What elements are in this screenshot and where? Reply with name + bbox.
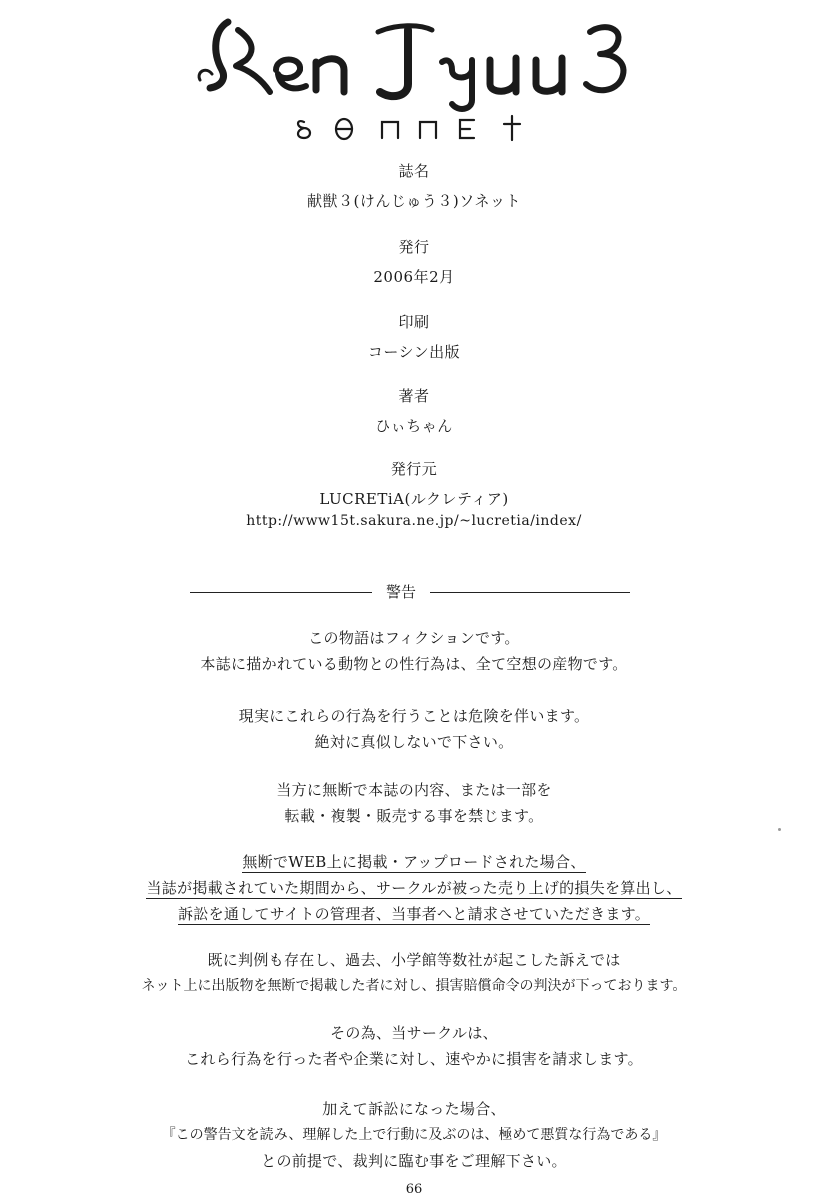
- warning-paragraph-precedent: [0, 947, 828, 999]
- colophon-publisher: [0, 458, 828, 532]
- warning-line: 本誌に描かれている動物との性行為は、全て空想の産物です。: [200, 655, 628, 673]
- scan-speck: [778, 828, 781, 831]
- colophon-issued-heading: 発行: [398, 238, 430, 256]
- warning-line: 当誌が掲載されていた期間から、サークルが被った売り上げ的損失を算出し、: [146, 879, 682, 897]
- warning-line: 『この警告文を読み、理解した上で行動に及ぶのは、極めて悪質な行為である』: [161, 1127, 667, 1143]
- warning-paragraph-claim: [0, 1020, 828, 1072]
- warning-line: 無断でWEB上に掲載・アップロードされた場合、: [242, 853, 586, 871]
- divider-rule-right: [430, 592, 630, 593]
- title-logo-graphic: [0, 0, 828, 150]
- warning-divider: [190, 581, 630, 603]
- colophon-issued-value: 2006年2月: [373, 268, 455, 286]
- warning-paragraph-fiction: [0, 625, 828, 677]
- colophon-author: [0, 385, 828, 437]
- warning-line: 現実にこれらの行為を行うことは危険を伴います。: [238, 707, 590, 725]
- colophon-printer-value: コーシン出版: [367, 343, 461, 361]
- warning-line: 転載・複製・販売する事を禁じます。: [284, 807, 544, 825]
- colophon-issued: [0, 236, 828, 288]
- warning-label: 警告: [385, 583, 416, 601]
- warning-paragraph-web-upload: [0, 849, 828, 927]
- colophon-publisher-name: LUCRETiA(ルクレティア): [319, 490, 509, 508]
- colophon-title-value: 献獣３(けんじゅう３)ソネット: [307, 192, 521, 210]
- warning-paragraph-reproduction: [0, 777, 828, 829]
- colophon-printer-heading: 印刷: [398, 313, 430, 331]
- warning-paragraph-danger: [0, 703, 828, 755]
- colophon-printer: [0, 311, 828, 363]
- colophon-author-heading: 著者: [398, 387, 430, 405]
- colophon-title-heading: 誌名: [398, 162, 430, 180]
- colophon-publisher-heading: 発行元: [390, 460, 438, 478]
- colophon-title: [0, 160, 828, 212]
- warning-line: との前提で、裁判に臨む事をご理解下さい。: [261, 1152, 567, 1170]
- warning-line: ネット上に出版物を無断で掲載した者に対し、損害賠償命令の判決が下っております。: [141, 978, 687, 994]
- colophon-author-value: ひぃちゃん: [375, 417, 453, 435]
- warning-line: この物語はフィクションです。: [308, 629, 520, 647]
- colophon-publisher-url: http://www15t.sakura.ne.jp/~lucretia/index/: [246, 513, 582, 529]
- warning-line: その為、当サークルは、: [330, 1024, 498, 1042]
- title-logo: [0, 0, 828, 150]
- warning-line: 訴訟を通してサイトの管理者、当事者へと請求させていただきます。: [177, 905, 651, 923]
- warning-line: 当方に無断で本誌の内容、または一部を: [276, 781, 552, 799]
- warning-line: 既に判例も存在し、過去、小学館等数社が起こした訴えでは: [207, 951, 621, 969]
- warning-line: これら行為を行った者や企業に対し、速やかに損害を請求します。: [185, 1050, 643, 1068]
- warning-line: 加えて訴訟になった場合、: [322, 1100, 506, 1118]
- page-number: 66: [405, 1182, 423, 1197]
- warning-paragraph-lawsuit: [0, 1096, 828, 1174]
- warning-line: 絶対に真似しないで下さい。: [314, 733, 514, 751]
- divider-rule-left: [190, 592, 372, 593]
